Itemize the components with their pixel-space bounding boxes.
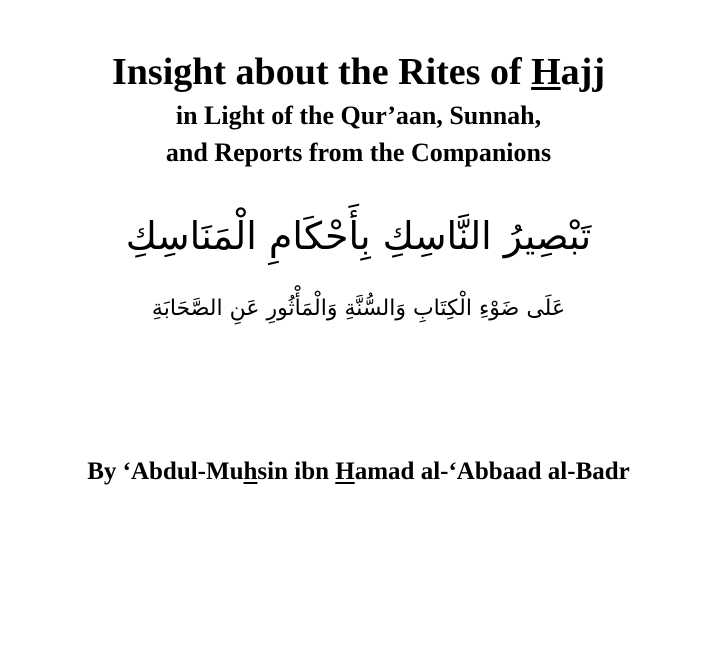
author-underlined-letter: H [335, 458, 355, 485]
book-title-arabic: تَبْصِيرُ النَّاسِكِ بِأَحْكَامِ الْمَنَاسِكِ [125, 214, 592, 258]
subtitle-arabic: عَلَى ضَوْءِ الْكِتَابِ وَالسُّنَّةِ وَالْمَأْثُورِ عَنِ الصَّحَابَةِ [151, 296, 566, 321]
book-title-english [0, 48, 717, 96]
title-underlined-letter: H [531, 51, 561, 93]
subtitle-line-2: and Reports from the Companions [165, 138, 552, 167]
author-underlined-letter: h [243, 458, 258, 485]
author-text-part: By ‘Abdul-Mu [87, 458, 244, 485]
title-text-part: ajj [560, 51, 605, 93]
author-text-part: sin ibn [257, 458, 336, 485]
subtitle-line-1: in Light of the Qur’aan, Sunnah, [175, 101, 542, 130]
author-text-part: amad al-‘Abbaad al-Badr [354, 458, 630, 485]
author-line [0, 454, 717, 490]
title-text-part: Insight about the Rites of [112, 51, 532, 93]
